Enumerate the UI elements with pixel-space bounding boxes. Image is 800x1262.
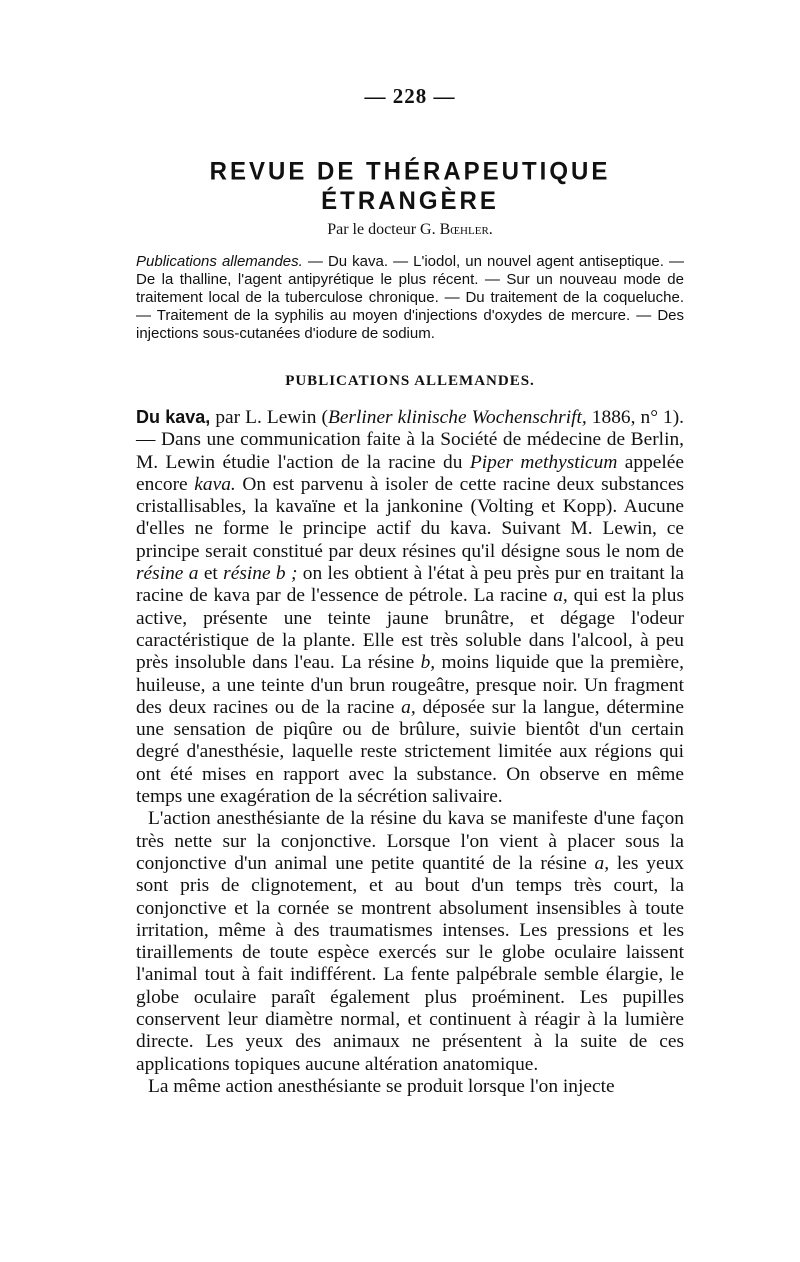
article-title: REVUE DE THÉRAPEUTIQUE ÉTRANGÈRE [209,157,611,216]
author-line [136,221,684,239]
text-run: les yeux sont pris de clignotement, et au bout d'un temps très court, la conjonctive et la cornée se montrent absolument insensibles à toute irritation, même à des traumatismes intenses. Les pressions et les tiraillements de toute espèce exercés sur le globe oculaire laissent l'animal tout à fait indifférent. La fente palpébrale semble élargie, le globe oculaire paraît également plus proéminent. Les pupilles conservent leur diamètre normal, et continuent à réagir à la lumière directe. Les yeux des animaux ne présentent à la suite de ces applications topiques aucune altération anatomique. [136,852,684,1075]
text-run: appelée encore [136,451,684,495]
text-run: et [198,563,224,585]
section-heading: PUBLICATIONS ALLEMANDES. [285,373,535,389]
text-run: 1886, n° 1). — Dans une communication faite à la Société de médecine de Berlin, M. Lewin étudie l'action de la racine du [136,407,685,473]
species-name: Piper methysticum [469,451,618,473]
italic-term: b, [420,652,436,674]
italic-term: résine b ; [223,563,298,585]
italic-term: kava. [194,473,236,495]
text-run: L'action anesthésiante de la résine du kava se manifeste d'une façon très nette sur la conjonctive. Lorsque l'on vient à placer sous la conjonctive d'un animal une petite quantité de la résine [136,808,684,874]
journal-title: Berliner klinische Wochenschrift, [327,407,587,428]
text-run: déposée sur la langue, détermine une sensation de piqûre ou de brûlure, suivie bientôt d'un certain degré d'anesthésie, laquelle reste strictement limitée aux régions qui ont été mises en rapport avec la substance. On observe en même temps une exagération de la sécrétion salivaire. [136,696,684,808]
summary-text: — Du kava. — L'iodol, un nouvel agent antiseptique. — De la thalline, l'agent antipyrétique le plus récent. — Sur un nouveau mode de traitement local de la tuberculose chronique. — Du traitement de la coqueluche. — Traitement de la syphilis au moyen d'injections d'oxydes de mercure. — Des injections sous-cutanées d'iodure de sodium. [136,253,684,342]
text-run: moins liquide que la première, huileuse, a une teinte d'un brun rougeâtre, presque noir. Un fragment des deux racines ou de la racine [136,652,684,718]
paragraph-2 [136,808,684,1076]
paragraph-1 [136,406,684,808]
text-run: par L. Lewin ( [210,407,328,428]
article-body [136,406,684,1098]
runin-heading: Du kava, [136,407,211,427]
page [136,84,684,1098]
author-prefix: Par le docteur G. [327,221,440,238]
page-number: — 228 — [364,84,456,108]
summary-lead: Publications allemandes. [136,253,303,270]
italic-term: a, [553,585,568,607]
summary [136,253,684,343]
text-run: on les obtient à l'état à peu près pur en traitant la racine de kava par de l'essence de pétrole. La racine [136,563,684,607]
text-run: qui est la plus active, présente une teinte jaune brunâtre, et dégage l'odeur caractéristique de la plante. Elle est très soluble dans l'alcool, à peu près insoluble dans l'eau. La résine [136,585,684,674]
italic-term: a, [594,852,610,874]
italic-term: résine a [136,563,199,585]
paragraph-3: La même action anesthésiante se produit lorsque l'on injecte [148,1075,615,1097]
italic-term: a, [401,696,416,718]
author-name: Bœhler. [439,221,493,238]
text-run: On est parvenu à isoler de cette racine deux substances cristallisables, la kavaïne et la jankonine (Volting et Kopp). Aucune d'elles ne forme le principe actif du kava. Suivant M. Lewin, ce principe serait constitué par deux résines qu'il désigne sous le nom de [136,473,685,562]
